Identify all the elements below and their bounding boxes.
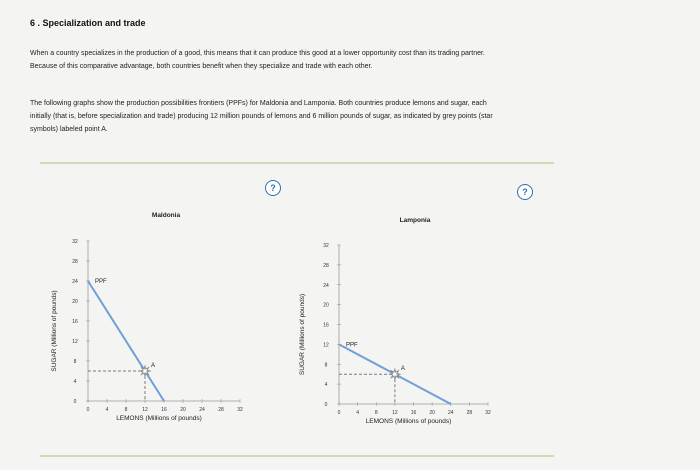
description-line: symbols) labeled point A. — [30, 126, 108, 133]
y-tick-label: 12 — [72, 339, 78, 345]
x-tick-label: 24 — [447, 410, 454, 416]
x-tick-label: 32 — [485, 410, 491, 416]
intro-line: Because of this comparative advantage, both countries benefit when they specialize and trade with each other. — [30, 63, 373, 70]
chart-title: Maldonia — [151, 212, 181, 219]
y-tick-label: 28 — [323, 262, 329, 269]
help-icon-maldonia[interactable]: ? — [265, 180, 281, 196]
x-tick-label: 0 — [337, 410, 341, 416]
y-tick-label: 24 — [323, 282, 329, 289]
y-tick-label: 32 — [323, 243, 329, 249]
x-tick-label: 0 — [86, 407, 90, 413]
y-tick-label: 8 — [73, 359, 77, 365]
x-tick-label: 4 — [356, 410, 360, 416]
y-tick-label: 16 — [323, 322, 329, 329]
chart-title: Lamponia — [399, 217, 431, 224]
description-line: initially (that is, before specialization and trade) producing 12 million pounds of lemons and 6 million pounds of sugar, as indicated by grey points (star — [30, 113, 493, 120]
y-axis-label: SUGAR (Millions of pounds) — [51, 290, 58, 372]
x-tick-label: 28 — [466, 410, 473, 416]
x-axis-label: LEMONS (Millions of pounds) — [365, 418, 452, 425]
y-tick-label: 24 — [72, 279, 78, 285]
y-axis-label: SUGAR (Millions of pounds) — [299, 293, 306, 376]
ppf-label: PPF — [95, 279, 107, 285]
point-a-star-icon — [390, 369, 400, 379]
y-tick-label: 4 — [73, 379, 77, 385]
y-tick-label: 16 — [72, 319, 78, 325]
y-tick-label: 28 — [72, 259, 78, 265]
y-tick-label: 20 — [72, 299, 78, 305]
description-line: The following graphs show the production possibilities frontiers (PPFs) for Maldonia and Lamponia. Both countries produce lemons and sugar, each — [30, 100, 487, 107]
x-tick-label: 12 — [392, 410, 398, 416]
x-tick-label: 8 — [374, 410, 378, 416]
ppf-line — [88, 281, 164, 401]
x-tick-label: 4 — [105, 407, 109, 413]
y-tick-label: 0 — [73, 399, 77, 405]
ppf-label: PPF — [346, 342, 358, 349]
x-tick-label: 20 — [180, 407, 186, 413]
graph-description-paragraph — [30, 97, 670, 136]
x-tick-label: 24 — [199, 407, 205, 413]
x-tick-label: 32 — [237, 407, 243, 413]
x-tick-label: 16 — [410, 410, 417, 416]
top-divider — [40, 162, 554, 164]
question-title: 6 . Specialization and trade — [30, 18, 146, 28]
lamponia-chart — [290, 210, 550, 470]
point-a-label: A — [400, 366, 405, 373]
x-tick-label: 8 — [124, 407, 128, 413]
y-tick-label: 4 — [324, 382, 328, 389]
x-tick-label: 28 — [218, 407, 224, 413]
x-tick-label: 12 — [142, 407, 148, 413]
intro-line: When a country specializes in the production of a good, this means that it can produce this good at a lower opportunity cost than its trading partner. — [30, 50, 485, 57]
y-tick-label: 12 — [323, 342, 329, 349]
y-tick-label: 32 — [72, 239, 78, 245]
point-a-label: A — [151, 363, 156, 369]
point-a-star-icon — [140, 366, 150, 376]
y-tick-label: 0 — [324, 402, 328, 408]
help-icon-lamponia[interactable]: ? — [517, 184, 533, 200]
y-tick-label: 8 — [324, 362, 328, 369]
y-tick-label: 20 — [323, 302, 329, 309]
maldonia-chart — [40, 205, 300, 465]
intro-paragraph — [30, 47, 670, 73]
x-axis-label: LEMONS (Millions of pounds) — [116, 415, 202, 422]
x-tick-label: 20 — [429, 410, 435, 416]
x-tick-label: 16 — [161, 407, 167, 413]
